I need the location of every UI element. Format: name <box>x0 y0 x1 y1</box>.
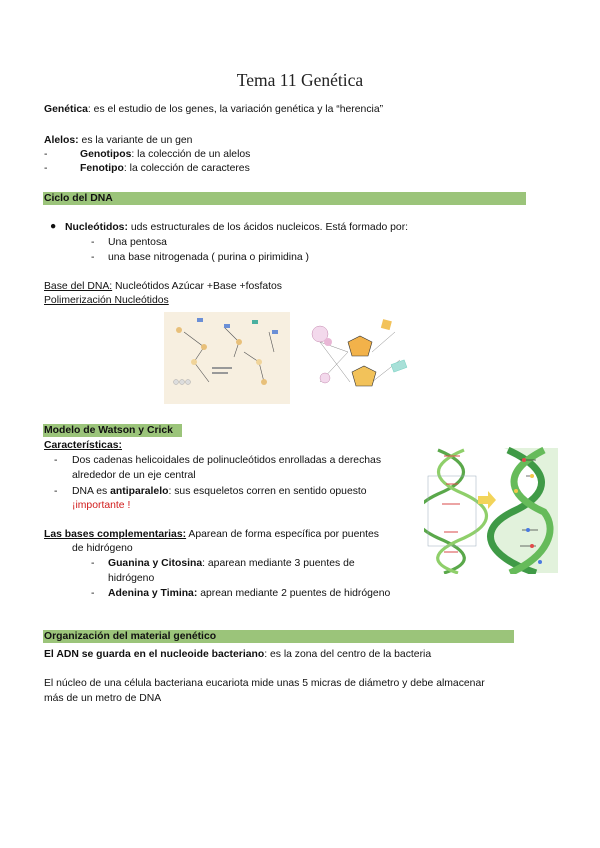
caracteristicas-label: Características: <box>44 440 122 451</box>
bases-complementarias <box>44 529 379 540</box>
section-heading-organizacion <box>43 630 514 643</box>
list-item-base: una base nitrogenada ( purina o pirimidina ) <box>108 252 310 263</box>
genotipos-term: Genotipos <box>80 149 132 160</box>
list-dash: - <box>91 252 95 263</box>
genetica-definition <box>44 104 383 115</box>
alelos-term: Alelos: <box>44 135 79 146</box>
bases-text-line2: de hidrógeno <box>72 543 133 554</box>
fenotipo-term: Fenotipo <box>80 163 124 174</box>
list-item-gc-line2: hidrógeno <box>108 573 155 584</box>
polymerization-diagram-right <box>300 312 412 404</box>
adn-text: : es la zona del centro de la bacteria <box>264 649 432 660</box>
caracteristica-helicoidal-line1: Dos cadenas helicoidales de polinucleótidos enrolladas a derechas <box>72 455 382 466</box>
at-term: Adenina y Timina: <box>108 588 198 599</box>
alelos-definition <box>44 135 192 146</box>
bases-label: Las bases complementarias: <box>44 529 187 540</box>
section-heading-text: Modelo de Watson y Crick <box>44 425 173 436</box>
bullet-icon: ● <box>50 221 57 232</box>
list-dash: - <box>91 558 95 569</box>
section-heading-watson <box>43 424 182 437</box>
list-item-at: Adenina y Timina: aprean mediante 2 puentes de hidrógeno <box>108 588 391 599</box>
fenotipo-text: : la colección de caracteres <box>123 163 250 174</box>
list-item-gc: Guanina y Citosina: aparean mediante 3 puentes de <box>108 558 355 569</box>
list-dash: - <box>44 149 48 160</box>
dna-double-helix-illustration <box>424 446 558 574</box>
nucleotidos-definition <box>65 222 408 233</box>
caracteristica-antiparalelo: DNA es antiparalelo: sus esqueletos corren en sentido opuesto <box>72 486 367 497</box>
list-dash: - <box>44 163 48 174</box>
section-heading-text: Organización del material genético <box>44 631 217 642</box>
nucleotidos-text: uds estructurales de los ácidos nucleicos. Está formado por: <box>127 222 409 233</box>
base-dna <box>44 281 282 292</box>
polimerizacion-label: Polimerización Nucleótidos <box>44 295 169 306</box>
caracteristica-helicoidal-line2: alrededor de un eje central <box>72 470 196 481</box>
bases-text-line1: Aparean de forma específica por puentes <box>186 529 380 540</box>
adn-term: El ADN se guarda en el nucleoide bacteriano <box>44 649 265 660</box>
genotipos-text: : la colección de un alelos <box>131 149 251 160</box>
base-dna-label: Base del DNA: <box>44 281 113 292</box>
section-heading-text: Ciclo del DNA <box>44 193 113 204</box>
antiparalelo-term: antiparalelo <box>110 486 169 497</box>
page-title: Tema 11 Genética <box>236 70 364 90</box>
section-heading-ciclo <box>43 192 526 205</box>
list-dash: - <box>54 455 58 466</box>
genetica-term: Genética <box>44 104 88 115</box>
alelos-text: es la variante de un gen <box>78 135 193 146</box>
genetica-text: : es el estudio de los genes, la variación genética y la “herencia” <box>87 104 384 115</box>
adn-nucleoide <box>44 649 431 660</box>
polymerization-diagram-left <box>164 312 290 404</box>
nucleo-paragraph-line1: El núcleo de una célula bacteriana eucariota mide unas 5 micras de diámetro y debe almacenar <box>44 678 485 689</box>
list-dash: - <box>54 486 58 497</box>
nucleo-paragraph-line2: más de un metro de DNA <box>44 693 162 704</box>
list-dash: - <box>91 588 95 599</box>
nucleotidos-term: Nucleótidos: <box>65 222 128 233</box>
list-item-fenotipo <box>80 163 250 174</box>
base-dna-text: Nucleótidos Azúcar +Base +fosfatos <box>112 281 282 292</box>
list-item-pentosa: Una pentosa <box>108 237 167 248</box>
importante-note: ¡importante ! <box>72 500 131 511</box>
list-item-genotipos <box>80 149 250 160</box>
list-dash: - <box>91 237 95 248</box>
gc-term: Guanina y Citosina <box>108 558 203 569</box>
